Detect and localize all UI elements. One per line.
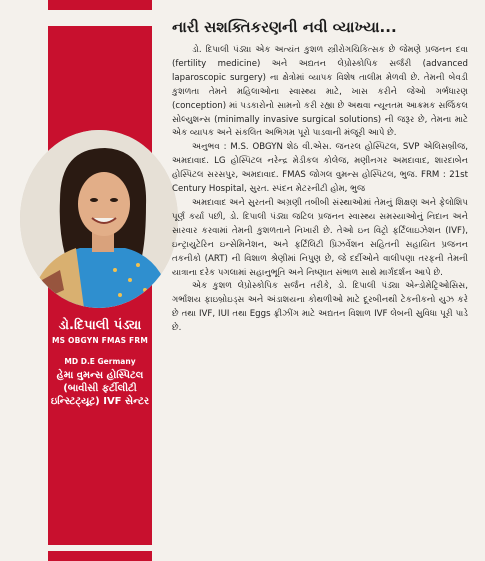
portrait-illustration <box>20 130 178 308</box>
article-paragraph: એક કુશળ લેપ્રોસ્કોપિક સર્જન તરીકે, ડો. દિપાલી પંડ્યા એન્ડોમેટ્રિઓસિસ, ગર્ભાશય ફાઇબ્રોઇડ્સ અને અંડાશયના કોથળીઓ માટે દૂરબીનથી ટેકનીકનો યુઝ કરે છે તથા IVF, IUI તથા Eggs ફ્રીઝીંગ માટે અદ્યતન વિશાળ IVF લેબની સુવિધા પૂરી પાડે છે. <box>172 281 468 334</box>
doctor-photo <box>20 130 178 308</box>
doctor-md-degree: MD D.E Germany <box>64 357 136 366</box>
article-paragraph: અનુભવ : M.S. OBGYN શેઠ વી.એસ. જનરલ હોસ્પિટલ, SVP એલિસબ્રીજ, અમદાવાદ. LG હોસ્પિટલ નરેન્દ્ર મેડીકલ કોલેજ, મણીનગર અમદાવાદ, શારદાબેન હોસ્પિટલ સરસપુર, અમદાવાદ. FMAS જોગલ વુમન્સ હોસ્પિટલ, ભુજ. FRM : 21st Century Hospital, સુરત. સ્પંદન મેટરનીટી હોમ, ભુજ <box>172 142 468 195</box>
red-bottom-strip <box>48 551 152 561</box>
article-paragraph: ડો. દિપાલી પંડ્યા એક અત્યંત કુશળ સ્ત્રીરોગચિકિત્સક છે જેમણે પ્રજનન દવા (fertility medicine) અને અદ્યતન લેપ્રોસ્કોપિક સર્જરી (advanced laparoscopic surgery) ના ક્ષેત્રોમાં વ્યાપક વિશેષ તાલીમ મેળવી છે. તેમની બેવડી કુશળતા તેમને મહિલાઓના સ્વાસ્થ્ય માટે, ખાસ કરીને જેઓ ગર્ભધારણ (conception) માં પડકારોનો સામનો કરી રહ્યા છે અથવા ન્યૂનતમ આક્રમક સર્જિકલ સોલ્યુશન્સ (minimally invasive surgical solutions) ની જરૂર છે, તેમના માટે એક વ્યાપક અને સંકલિત અભિગમ પૂરો પાડવાની મંજૂરી આપે છે. <box>172 45 468 139</box>
article-paragraph: અમદાવાદ અને સુરતની અગ્રણી તબીબી સંસ્થાઓમાં તેમનું શિક્ષણ અને ફેલોશિપ પૂર્ણ કર્યા પછી, ડો. દિપાલી પંડ્યા જટિલ પ્રજનન સ્વાસ્થ્ય સમસ્યાઓનું નિદાન અને સારવાર કરવામાં તેમની કુશળતાને નિખારી છે. તેઓ ઇન વિટ્રો ફર્ટિલાઇઝેશન (IVF), ઇન્ટ્રાયુટેરિન ઇન્સેમિનેશન, અને ફર્ટિલિટી પ્રિઝર્વેશન સહિતની સહાયિત પ્રજનન તકનીકો (ART) ની વિશાળ શ્રેણીમાં નિપુણ છે, જે દર્દીઓને વાલીપણા તરફની તેમની યાત્રાના દરેક પગલામાં સહાનુભૂતિ અને નિષ્ણાત સંભાળ સાથે માર્ગદર્શન આપે છે. <box>172 197 468 278</box>
article-body <box>172 44 468 336</box>
hospital-name: હેમા વુમન્સ હોસ્પિટલ (બાવીસી ફર્ટીલીટી ઇન્સ્ટિટ્યૂટ) IVF સેન્ટર <box>50 370 150 407</box>
doctor-degrees: MS OBGYN FMAS FRM <box>51 336 149 345</box>
profile-caption <box>48 312 152 408</box>
doctor-name: ડો.દિપાલી પંડ્યા <box>58 318 142 333</box>
article-headline: નારી સશક્તિકરણની નવી વ્યાખ્યા... <box>172 18 397 36</box>
red-top-strip <box>48 0 152 10</box>
